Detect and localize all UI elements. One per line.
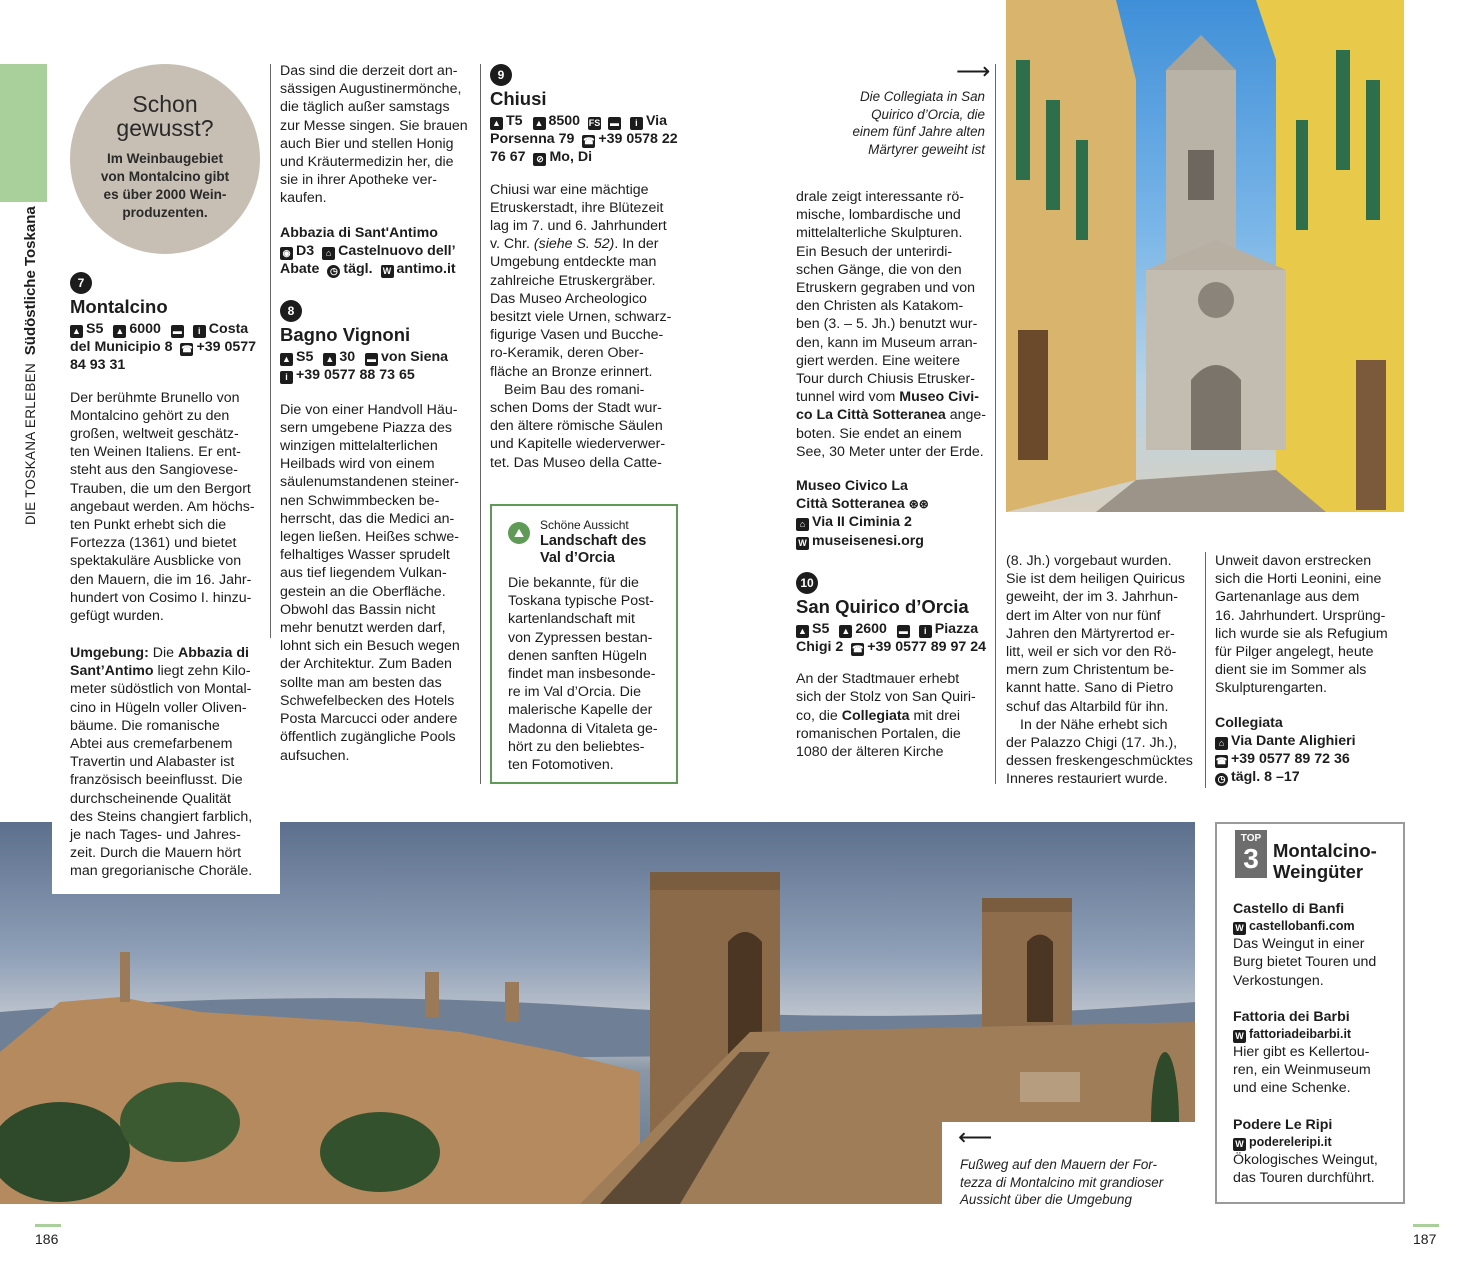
clock-icon: ◷ — [327, 265, 340, 278]
column-6 — [1215, 552, 1410, 786]
street-illustration — [1006, 0, 1404, 512]
map-icon: ▲ — [490, 117, 503, 130]
page-number-right: 187 — [1413, 1231, 1437, 1247]
bus-icon: ▬ — [172, 326, 182, 336]
entry-number-badge: 10 — [796, 572, 818, 594]
col5-paragraph-1: (8. Jh.) vorgebaut wurden. Sie ist dem heiligen Quiricus geweiht, der im 3. Jahrhun- dert im Alter von nur fünf Jahren den Märtyrertod er- litt, weil er sich vor den Rö- mern zum Christentum be- kannt hatte. Sano di Pietro schuf das Altarbild für ihn. — [1006, 553, 1185, 715]
entry-san-quirico: 10 San Quirico d’Orcia ▲ S5 ▲ 2600 ▬ i Piazza Chigi 2 ☎ +39 0577 89 97 24 An der Stadtmauer erhebt sich der Stolz von San Quiri- co, die Collegiata mit drei romanischen Portalen, die 1080 der älteren Kirche — [796, 572, 991, 761]
photo-san-quirico-street — [1006, 0, 1404, 512]
col6-paragraph: Unweit davon erstrecken sich die Horti Leonini, eine Gartenanlage aus dem 16. Jahrhundert. Ursprüng- lich wurde sie als Refugium für Pilger angelegt, heute dient sie im Sommer als Skulpturengarten. — [1215, 553, 1388, 697]
entry-bagno-vignoni: 8 Bagno Vignoni ▲ S5 ▲ 30 ▬ von Siena i +39 0577 88 73 65 Die von einer Handvoll Häu- sern umgebene Piazza des winzigen mittelalterlichen Heilbads wird von einem säulenumstandenen steiner- nen Schwimmbecken be- herrscht, das die Medici an- legen ließen. Heißes schwe- felhaltiges Wasser sprudelt aus tief liegendem Vulkan- gestein an die Oberfläche. Obwohl das Bassin nicht mehr benutzt werden darf, lohnt sich ein Besuch wegen der Architektur. Zum Baden sollte man am besten das Schwefelbecken des Hotels Posta Marcucci oder andere öffentlich zugängliche Pools aufsuchen. — [280, 300, 475, 764]
abbazia-web[interactable]: antimo.it — [396, 261, 456, 278]
winery-item: Fattoria dei Barbi W fattoriadeibarbi.it Hier gibt es Kellertou- ren, ein Weinmuseum und eine Schenke. — [1233, 1008, 1403, 1098]
entry-number-badge: 9 — [490, 64, 512, 86]
page-marker-right — [1413, 1224, 1439, 1227]
museo-title-1: Museo Civico La — [796, 478, 908, 495]
page-number-left: 186 — [35, 1231, 59, 1247]
entry-number-badge: 8 — [280, 300, 302, 322]
montalcino-surroundings: Umgebung: Die Abbazia di Sant’Antimo liegt zehn Kilo- meter südöstlich von Montal- cino in Hügeln voller Oliven- bäume. Die romanische Abtei aus cremefarbenem Travertin und Alabaster ist französisch beeinflusst. Die durchscheinende Qualität des Steins changiert farblich, je nach Tages- und Jahres- zeit. Durch die Mauern hört man gregorianische Choräle. — [52, 638, 280, 894]
info-icon: i — [193, 325, 206, 338]
info-icon: i — [919, 625, 932, 638]
collegiata-listing: Collegiata ⌂ Via Dante Alighieri ☎ +39 0577 89 72 36 ◷ tägl. 8 –17 — [1215, 714, 1410, 787]
info-icon: i — [630, 117, 643, 130]
column-4 — [796, 188, 991, 761]
top3-box — [1215, 822, 1405, 1204]
closed-icon: ⊘ — [533, 153, 546, 166]
arrow-right-icon: ⟶ — [956, 58, 991, 85]
entry-info: ▲ S5 ▲ 6000 ▬ i Costa del Municipio 8 ☎ +39 0577 84 93 31 — [70, 321, 257, 374]
fact-text-3: es über 2000 Wein- — [103, 187, 227, 202]
winery-name: Fattoria dei Barbi — [1233, 1008, 1350, 1025]
web-icon: W — [1233, 1138, 1246, 1151]
phone-icon: ☎ — [583, 136, 595, 147]
entry-number-badge: 7 — [70, 272, 92, 294]
accessibility-icon: ⊛⊛ — [908, 497, 929, 512]
web-icon: W — [381, 265, 394, 278]
sidebar-vertical-label — [22, 185, 42, 525]
abbazia-title: Abbazia di Sant'Antimo — [280, 224, 438, 241]
winery-name: Podere Le Ripi — [1233, 1116, 1333, 1133]
home-icon: ⌂ — [1215, 737, 1228, 750]
winery-web[interactable]: castellobanfi.com — [1249, 919, 1355, 934]
caption-collegiata: Die Collegiata in San Quirico d’Orcia, die einem fünf Jahre alten Märtyrer geweiht ist — [852, 89, 985, 157]
top3-title-2: Weingüter — [1273, 861, 1364, 882]
phone-icon: ☎ — [181, 344, 193, 355]
museo-listing: Museo Civico La Città Sotteranea ⊛⊛ ⌂ Via II Ciminia 2 W museisenesi.org — [796, 477, 991, 550]
winery-item: Podere Le Ripi W podereleripi.it Ökologisches Weingut, das Touren durchführt. — [1233, 1116, 1403, 1188]
col4-paragraph: drale zeigt interessante rö- mische, lombardische und mittelalterliche Skulpturen. Ein Besuch der unterirdi- schen Gänge, die von den Etruskern gegraben und von den Christen als Katakom- ben (3. – 5. Jh.) benutzt wur- den, kann im Museum arran- giert werden. Eine weitere Tour durch Chiusis Etrusker- tunnel wird vom Museo Civi- co La Città Sotteranea ange- boten. Sie endet an einem See, 30 Meter unter der Erde. — [796, 189, 987, 460]
museo-web[interactable]: museisenesi.org — [812, 532, 924, 549]
map-icon: ▲ — [280, 353, 293, 366]
winery-item: Castello di Banfi W castellobanfi.com Das Weingut in einer Burg bietet Touren und Verkostungen. — [1233, 900, 1403, 990]
san-quirico-paragraph: An der Stadtmauer erhebt sich der Stolz von San Quiri- co, die Collegiata mit drei romanischen Portalen, die 1080 der älteren Kirche — [796, 671, 976, 761]
web-icon: W — [796, 537, 809, 550]
map-pin-icon: ◉ — [280, 247, 293, 260]
view-title-2: Val d’Orcia — [540, 550, 615, 566]
fact-title-1: Schon — [132, 91, 198, 117]
column-rule-3 — [995, 64, 996, 784]
winery-name: Castello di Banfi — [1233, 901, 1345, 917]
info-icon: i — [280, 371, 293, 384]
chiusi-paragraph-1: Chiusi war eine mächtige Etruskerstadt, ihre Blütezeit lag im 7. und 6. Jahrhundert v. Chr. (siehe S. 52). In der Umgebung entdeckte man zahlreiche Etruskergräber. Das Museo Archeologico besitzt viele Urnen, schwarz- figurige Vasen und Bucche- ro-Keramik, deren Ober- fläche an Bronze erinnert. — [490, 181, 672, 380]
col5-paragraph-2: In der Nähe erhebt sich der Palazzo Chigi (17. Jh.), dessen freskengeschmücktes Inneres restauriert wurde. — [1006, 716, 1193, 788]
phone-icon: ☎ — [852, 644, 864, 655]
entry-title: Montalcino — [70, 296, 168, 317]
caption-fortezza: Fußweg auf den Mauern der For- tezza di Montalcino mit grandioser Aussicht über die Umgebung — [960, 1157, 1164, 1208]
bagno-paragraph: Die von einer Handvoll Häu- sern umgebene Piazza des winzigen mittelalterlichen Heilbads wird von einem säulenumstandenen steiner- nen Schwimmbecken be- herrscht, das die Medici an- legen ließen. Heißes schwe- felhaltiges Wasser sprudelt aus tief liegendem Vulkan- gestein an die Oberfläche. Obwohl das Bassin nicht mehr benutzt werden darf, lohnt sich ein Besuch wegen der Architektur. Zum Baden sollte man am besten das Schwefelbecken des Hotels Posta Marcucci oder andere öffentlich zugängliche Pools aufsuchen. — [280, 401, 460, 764]
population-icon: ▲ — [323, 353, 336, 366]
fact-text-2: von Montalcino gibt — [100, 169, 230, 184]
top3-title-1: Montalcino- — [1273, 840, 1377, 861]
view-title-1: Landschaft des — [540, 533, 647, 549]
web-icon: W — [1233, 922, 1246, 935]
home-icon: ⌂ — [796, 518, 809, 531]
column-rule-4 — [1205, 552, 1206, 788]
museo-title-2: Città Sotteranea — [796, 496, 905, 513]
phone-icon: ☎ — [1215, 756, 1228, 767]
map-icon: ▲ — [70, 325, 83, 338]
view-text: Die bekannte, für die Toskana typische Post- kartenlandschaft mit von Zypressen bestan- denen sanften Hügeln findet man insbesonde- re im Val d’Orcia. Die malerische Kapelle der Madonna di Vitaleta ge- hört zu den beliebtes- ten Fotomotiven. — [508, 575, 658, 774]
population-icon: ▲ — [533, 117, 546, 130]
entry-title: Bagno Vignoni — [280, 324, 411, 346]
sidebar-accent — [0, 64, 47, 202]
fact-text-4: produzenten. — [122, 205, 208, 220]
bus-icon: ▬ — [367, 354, 377, 365]
population-icon: ▲ — [839, 625, 852, 638]
web-icon: W — [1233, 1030, 1246, 1043]
map-icon: ▲ — [796, 625, 809, 638]
bus-icon: ▬ — [609, 118, 619, 128]
column-rule-2 — [480, 64, 481, 784]
sidebar-section: DIE TOSKANA ERLEBEN — [23, 362, 38, 525]
column-5 — [1006, 552, 1206, 789]
fact-bubble — [70, 64, 260, 254]
arrow-left-icon: ⟵ — [958, 1124, 993, 1151]
chiusi-paragraph-2: Beim Bau des romani- schen Doms der Stadt wur- den ältere römische Säulen und Kapitelle wiederverwer- tet. Das Museo della Catte- — [490, 381, 666, 471]
population-icon: ▲ — [113, 325, 126, 338]
fact-title-2: gewusst? — [116, 115, 214, 141]
fact-text-1: Im Weinbaugebiet — [106, 151, 224, 166]
entry-chiusi: 9 Chiusi ▲ T5 ▲ 8500 FS ▬ i Via Porsenna 79 ☎ +39 0578 22 76 67 ⊘ Mo, Di Chiusi war eine mächtige Etruskerstadt, ihre Blütezeit lag im 7. und 6. Jahrhundert v. Chr. (siehe S. 52). In der Umgebung entdeckte man zahlreiche Etruskergräber. Das Museo Archeologico besitzt viele Urnen, schwarz- figurige Vasen und Bucche- ro-Keramik, deren Ober- fläche an Bronze erinnert. Beim Bau des romani- schen Doms der Stadt wur- den ältere römische Säulen und Kapitelle wiederverwer- tet. Das Museo della Catte- — [490, 64, 680, 472]
winery-web[interactable]: fattoriadeibarbi.it — [1249, 1027, 1352, 1042]
column-2 — [280, 62, 475, 765]
view-kicker: Schöne Aussicht — [540, 518, 629, 532]
sidebar-region: Südöstliche Toskana — [22, 206, 39, 356]
view-box — [490, 504, 678, 784]
montalcino-paragraph-1: Der berühmte Brunello von Montalcino gehört zu den großen, weltweit geschätz- ten Weinen Italiens. Er ent- steht aus den Sangiovese- Trauben, die um den Bergort angebaut werden. Am höchs- ten Punkt erhebt sich die Fortezza (1361) und bietet spektakuläre Ausblicke von den Mauern, die im 16. Jahr- hundert von Cosimo I. hinzu- gefügt wurden. — [70, 389, 255, 625]
col2-paragraph: Das sind die derzeit dort an- sässigen Augustinermönche, die täglich außer samstags zur Messe singen. Sie brauen auch Bier und stellen Honig und Kräutermedizin her, die sie in ihrer Apotheke ver- kaufen. — [280, 63, 468, 207]
home-icon: ⌂ — [322, 247, 335, 260]
collegiata-title: Collegiata — [1215, 714, 1283, 731]
clock-icon: ◷ — [1215, 773, 1228, 786]
entry-title: Chiusi — [490, 88, 547, 109]
entry-montalcino — [70, 272, 265, 625]
page-marker-left — [35, 1224, 61, 1227]
winery-web[interactable]: podereleripi.it — [1249, 1134, 1332, 1149]
mountain-view-icon: ⛰ — [508, 522, 530, 544]
bus-icon: ▬ — [898, 625, 908, 636]
entry-title: San Quirico d’Orcia — [796, 595, 969, 617]
abbazia-listing: Abbazia di Sant'Antimo ◉ D3 ⌂ Castelnuovo dell’ Abate ◷ tägl. W antimo.it — [280, 224, 475, 279]
top3-badge: TOP 3 — [1235, 830, 1267, 878]
train-icon: FS — [588, 118, 601, 128]
